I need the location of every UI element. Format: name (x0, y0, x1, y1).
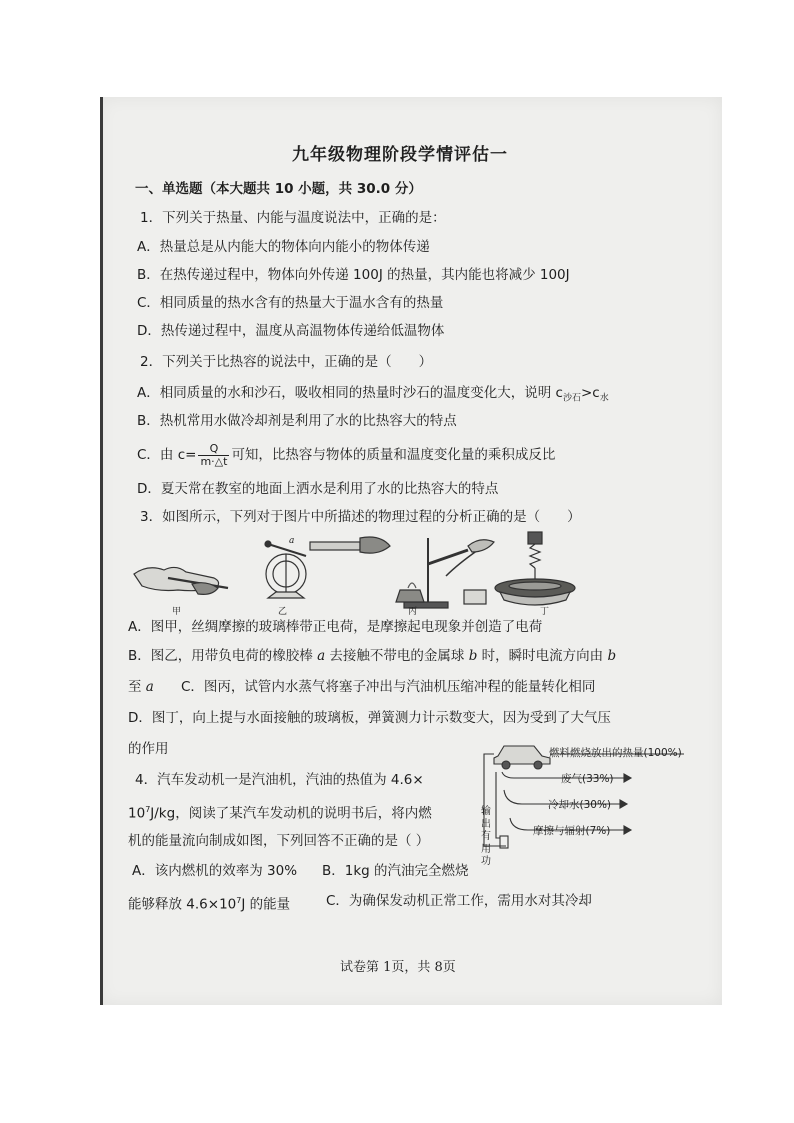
flow-friction-label: 摩擦与辐射(7%) (533, 825, 611, 837)
q3-option-c: C．图丙，试管内水蒸气将塞子冲出与汽油机压缩冲程的能量转化相同 (181, 679, 596, 695)
q4-l5-text1: 能够释放 4.6×10 (128, 896, 237, 913)
q2-option-a-text: A．相同质量的水和沙石，吸收相同的热量时沙石的温度变化大，说明 c (137, 385, 563, 401)
q4-line3: 机的能量流向制成如图，下列回答不正确的是（ ） (128, 833, 430, 849)
q4-option-a: A．该内燃机的效率为 30% (132, 863, 298, 879)
q2-option-c (137, 442, 555, 468)
q3-b-var-b2: b (607, 648, 617, 664)
fig-label-yi: 乙 (278, 607, 288, 617)
q3-option-b (128, 647, 616, 665)
q4-line1: 4．汽车发动机一是汽油机，汽油的热值为 4.6× (135, 772, 424, 788)
flow-useful-label (479, 806, 493, 869)
section-heading: 一、单选题（本大题共 10 小题，共 30.0 分） (135, 181, 422, 197)
q4-l5-text2: J 的能量 (241, 896, 291, 913)
useful-char-2: 出 (481, 818, 491, 830)
q2-sub-sand: 沙石 (562, 393, 581, 404)
q3-b2-var-a: a (145, 679, 154, 695)
q3-b-text3: 时，瞬时电流方向由 (477, 648, 608, 664)
q3-figures (128, 530, 648, 612)
fig-label-ding: 丁 (540, 607, 550, 617)
q1-option-c: C．相同质量的热水含有的热量大于温水含有的热量 (137, 295, 444, 311)
q1-option-d: D．热传递过程中，温度从高温物体传递给低温物体 (137, 323, 445, 339)
fig-label-a: a (289, 536, 295, 546)
q3-option-d-cont: 的作用 (128, 741, 169, 757)
q1-option-a: A．热量总是从内能大的物体向内能小的物体传递 (137, 239, 430, 255)
q2-c-suffix: 可知，比热容与物体的质量和温度变化量的乘积成反比 (231, 447, 556, 463)
q3-b-var-b: b (468, 648, 478, 664)
q3-b-text2: 去接触不带电的金属球 (325, 648, 469, 664)
q2-option-b: B．热机常用水做冷却剂是利用了水的比热容大的特点 (137, 413, 457, 429)
q3-option-d: D．图丁，向上提与水面接触的玻璃板，弹簧测力计示数变大，因为受到了大气压 (128, 710, 611, 726)
paper-edge (100, 97, 103, 1005)
figure-bing (396, 538, 494, 608)
q3-b2-text: 至 (128, 679, 146, 695)
q4-l5-exp: 7 (236, 896, 242, 905)
q1-stem: 1．下列关于热量、内能与温度说法中，正确的是： (140, 210, 446, 226)
q3-option-b-cont (128, 678, 154, 696)
car-icon (494, 746, 550, 769)
page-footer: 试卷第 1页，共 8页 (340, 960, 456, 975)
figure-ding (495, 532, 575, 605)
q2-c-prefix: C．由 c= (137, 447, 197, 463)
q2-gt: >c (580, 385, 600, 401)
q3-stem: 3．如图所示，下列对于图片中所描述的物理过程的分析正确的是（ ） (140, 509, 581, 525)
fig-label-bing: 丙 (408, 607, 418, 617)
useful-char-3: 有 (481, 831, 491, 842)
q2-option-d: D．夏天常在教室的地面上洒水是利用了水的比热容大的特点 (137, 481, 499, 497)
useful-char-5: 功 (481, 856, 491, 867)
useful-char-1: 输 (481, 806, 491, 817)
flow-cooling-label: 冷却水(30%) (548, 799, 612, 811)
q2-stem: 2．下列关于比热容的说法中，正确的是（ ） (140, 354, 433, 370)
q4-option-b: B．1kg 的汽油完全燃烧 (322, 863, 469, 879)
q1-option-b: B．在热传递过程中，物体向外传递 100J 的热量，其内能也将减少 100J (137, 267, 570, 283)
formula-numerator: Q (198, 443, 229, 456)
q4-l2-base: 10 (128, 805, 146, 822)
flow-waste-gas-label: 废气(33%) (561, 773, 614, 785)
q4-l2-text: J/kg，阅读了某汽车发动机的说明书后，将内燃 (150, 805, 432, 822)
flow-total-label: 燃料燃烧放出的热量(100%) (549, 747, 682, 759)
page-title: 九年级物理阶段学情评估一 (292, 145, 508, 165)
q3-option-a: A．图甲，丝绸摩擦的玻璃棒带正电荷，是摩擦起电现象并创造了电荷 (128, 619, 543, 635)
fig-label-jia: 甲 (172, 607, 182, 617)
q4-l2-exp: 7 (145, 805, 151, 814)
q2-sub-water: 水 (599, 393, 609, 404)
formula-fraction (198, 443, 229, 468)
q2-option-a (137, 384, 609, 408)
figure-jia (134, 567, 228, 594)
q4-option-c: C．为确保发动机正常工作，需用水对其冷却 (326, 893, 592, 909)
q3-b-text1: B．图乙，用带负电荷的橡胶棒 (128, 648, 318, 664)
q4-line2 (128, 801, 432, 823)
useful-char-4: 用 (481, 843, 491, 855)
figure-yi (265, 537, 390, 598)
formula-denominator: m·△t (200, 454, 228, 468)
q3-b-var-a: a (317, 648, 326, 664)
q4-line5 (128, 892, 290, 914)
